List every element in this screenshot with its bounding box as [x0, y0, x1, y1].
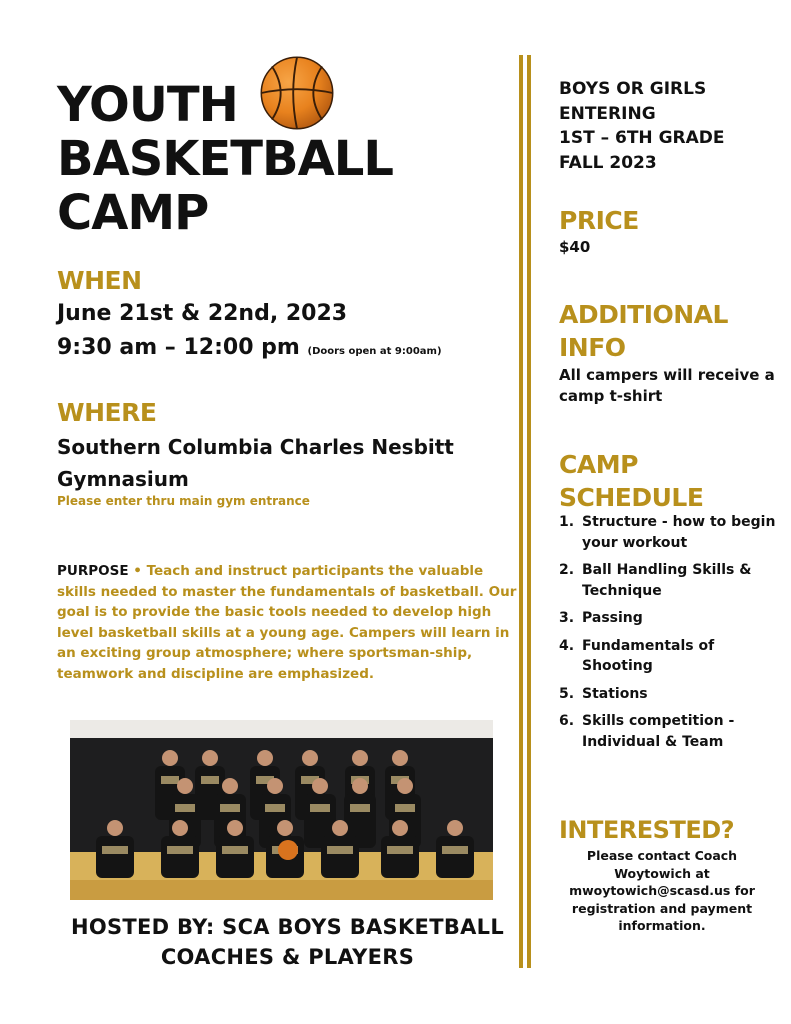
photo-basketball: [278, 840, 298, 860]
divider-line: [527, 55, 531, 968]
player-jersey: [216, 836, 254, 878]
hosted-by-line-1: HOSTED BY: SCA BOYS BASKETBALL: [70, 915, 505, 939]
schedule-item: [559, 608, 784, 629]
player-head: [202, 750, 218, 766]
page-title: [57, 78, 393, 240]
schedule-item-number: 1.: [559, 514, 575, 530]
camp-time-range: 9:30 am – 12:00 pm: [57, 335, 300, 360]
divider-line: [519, 55, 523, 968]
jersey-lettering: [102, 846, 128, 854]
purpose-text: Teach and instruct participants the valuable skills needed to master the fundamentals of basketball. Our goal is to provide the basic tools needed to develop high level basketball skills at a young age. Campers will learn in an exciting group atmosphere; where sportsman-ship, teamwork and discipline are emphasized.: [57, 563, 517, 682]
entrance-note: Please enter thru main gym entrance: [57, 494, 310, 508]
player-head: [447, 820, 463, 836]
schedule-heading-line-1: CAMP: [559, 450, 638, 479]
schedule-item-number: 4.: [559, 637, 575, 654]
schedule-item: [559, 711, 784, 752]
player-jersey: [321, 836, 359, 878]
jersey-lettering: [222, 846, 248, 854]
jersey-lettering: [201, 776, 219, 784]
player-head: [352, 778, 368, 794]
jersey-lettering: [265, 804, 285, 812]
price-value: $40: [559, 238, 591, 256]
jersey-lettering: [395, 804, 415, 812]
schedule-item-text: Ball Handling Skills & Technique: [582, 562, 752, 599]
title-line-1: YOUTH: [57, 77, 238, 133]
schedule-heading-line-2: SCHEDULE: [559, 483, 704, 512]
jersey-lettering: [161, 776, 179, 784]
additional-info-heading-line-2: INFO: [559, 333, 626, 362]
jersey-lettering: [175, 804, 195, 812]
player-head: [227, 820, 243, 836]
schedule-heading: [559, 448, 769, 514]
eligibility-line-3: 1ST – 6TH GRADE: [559, 128, 725, 148]
additional-info-text: All campers will receive a camp t-shirt: [559, 366, 775, 405]
player-head: [172, 820, 188, 836]
player-jersey: [96, 836, 134, 878]
eligibility-line-4: FALL 2023: [559, 152, 657, 173]
where-heading: WHERE: [57, 398, 157, 427]
hosted-by: [40, 912, 535, 972]
venue-name: Southern Columbia Charles Nesbitt Gymnasium: [57, 435, 454, 491]
title-line-2: BASKETBALL: [57, 131, 393, 187]
schedule-item: [559, 684, 784, 705]
schedule-item-text: Passing: [582, 610, 643, 626]
schedule-item-text: Skills competition - Individual & Team: [582, 713, 735, 750]
schedule-item-number: 3.: [559, 610, 575, 626]
jersey-lettering: [387, 846, 413, 854]
player-head: [392, 820, 408, 836]
player-head: [302, 750, 318, 766]
jersey-lettering: [327, 846, 353, 854]
eligibility-line-1: BOYS OR GIRLS: [559, 79, 707, 99]
player-head: [222, 778, 238, 794]
jersey-lettering: [350, 804, 370, 812]
schedule-item: [559, 636, 784, 677]
camp-time: [57, 334, 442, 366]
player-head: [312, 778, 328, 794]
camp-dates: June 21st & 22nd, 2023: [57, 301, 348, 326]
schedule-item: [559, 560, 784, 601]
player-head: [397, 778, 413, 794]
additional-info-heading: [559, 298, 769, 364]
player-jersey: [381, 836, 419, 878]
purpose-label: PURPOSE: [57, 563, 129, 579]
interested-heading: INTERESTED?: [559, 816, 735, 844]
team-photo: [70, 720, 493, 900]
player-head: [177, 778, 193, 794]
jersey-lettering: [220, 804, 240, 812]
price-heading: PRICE: [559, 206, 639, 235]
schedule-item-number: 5.: [559, 685, 575, 702]
doors-open-note: (Doors open at 9:00am): [307, 346, 442, 357]
hosted-by-line-2: COACHES & PLAYERS: [160, 945, 415, 969]
player-head: [332, 820, 348, 836]
contact-text: Please contact Coach Woytowich at mwoytowich@scasd.us for registration and payment information.: [569, 848, 755, 933]
jersey-lettering: [442, 846, 468, 854]
title-line-3: CAMP: [57, 185, 209, 241]
player-head: [392, 750, 408, 766]
jersey-lettering: [167, 846, 193, 854]
player-head: [107, 820, 123, 836]
player-head: [162, 750, 178, 766]
schedule-item-number: 6.: [559, 713, 575, 729]
schedule-item-number: 2.: [559, 562, 575, 578]
jersey-lettering: [310, 804, 330, 812]
eligibility-line-2: ENTERING: [559, 103, 656, 124]
player-head: [267, 778, 283, 794]
player-jersey: [436, 836, 474, 878]
schedule-item: [559, 512, 784, 553]
when-heading: WHEN: [57, 266, 142, 295]
schedule-item-text: Structure - how to begin your workout: [582, 514, 776, 551]
schedule-item-text: Stations: [582, 685, 648, 702]
purpose-separator: •: [128, 563, 147, 579]
basketball-icon: [259, 55, 335, 131]
player-jersey: [161, 836, 199, 878]
eligibility: [559, 77, 725, 175]
purpose-paragraph: [57, 561, 522, 684]
schedule-item-text: Fundamentals of Shooting: [582, 637, 715, 674]
player-head: [257, 750, 273, 766]
player-head: [277, 820, 293, 836]
additional-info-heading-line-1: ADDITIONAL: [559, 300, 728, 329]
schedule-list: [559, 512, 784, 759]
player-head: [352, 750, 368, 766]
